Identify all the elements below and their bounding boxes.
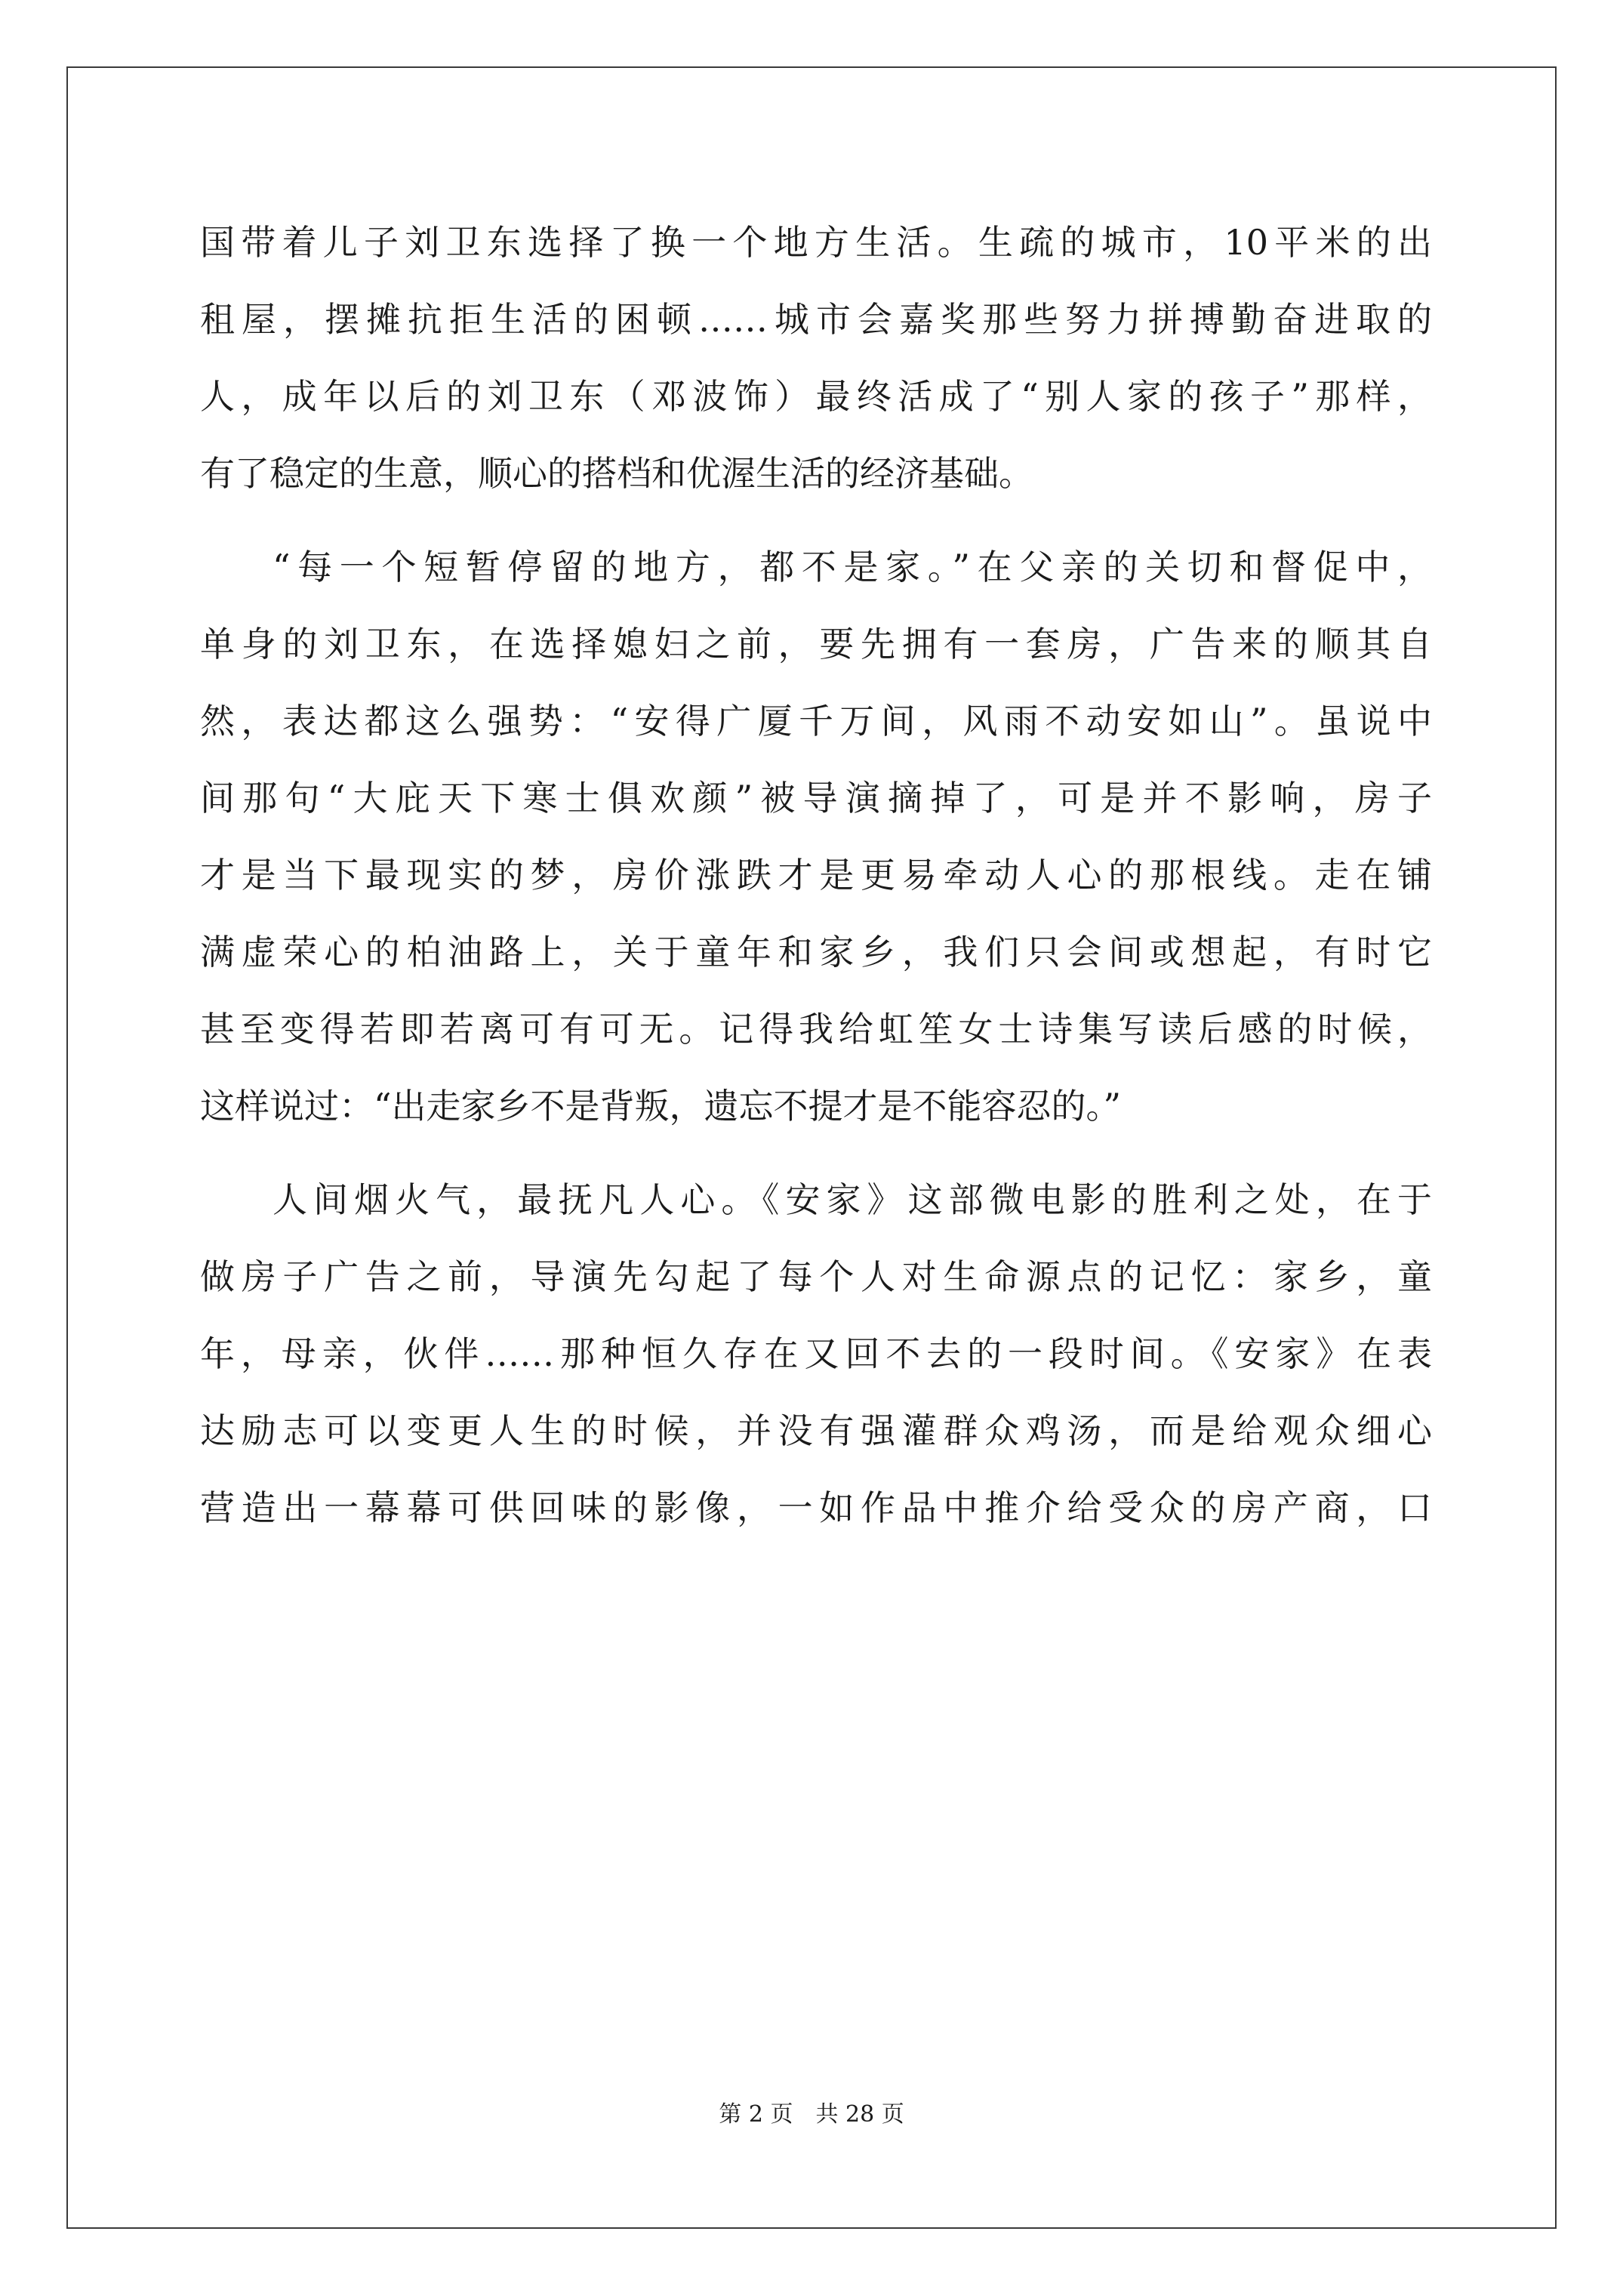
text-line: 甚至变得若即若离可有可无。记得我给虹笙女士诗集写读后感的时候， <box>200 1009 1432 1049</box>
text-line: 间那句“大庇天下寒士俱欢颜”被导演摘掉了，可是并不影响，房子 <box>200 778 1432 818</box>
text-line: 人，成年以后的刘卫东（邓波饰）最终活成了“别人家的孩子”那样， <box>200 376 1432 417</box>
text-line: “每一个短暂停留的地方，都不是家。”在父亲的关切和督促中， <box>273 547 1432 587</box>
text-line: 达励志可以变更人生的时候，并没有强灌群众鸡汤，而是给观众细心 <box>200 1410 1432 1451</box>
text-line: 人间烟火气，最抚凡人心。《安家》这部微电影的胜利之处，在于 <box>273 1179 1432 1220</box>
text-line: 满虚荣心的柏油路上，关于童年和家乡，我们只会间或想起，有时它 <box>200 932 1432 972</box>
paragraph-gap <box>200 1145 1432 1161</box>
page-number: 第 2 页 共 28 页 <box>719 2101 904 2128</box>
paragraph-gap <box>200 512 1432 529</box>
text-line: 租屋，摆摊抗拒生活的困顿……城市会嘉奖那些努力拼搏勤奋进取的 <box>200 299 1432 340</box>
text-line: 营造出一幕幕可供回味的影像，一如作品中推介给受众的房产商，口 <box>200 1487 1432 1528</box>
text-line: 单身的刘卫东，在选择媳妇之前，要先拥有一套房，广告来的顺其自 <box>200 624 1432 664</box>
text-line: 做房子广告之前，导演先勾起了每个人对生命源点的记忆：家乡，童 <box>200 1256 1432 1297</box>
text-line: 才是当下最现实的梦，房价涨跌才是更易牵动人心的那根线。走在铺 <box>200 855 1432 895</box>
text-line: 然，表达都这么强势：“安得广厦千万间，风雨不动安如山”。虽说中 <box>200 701 1432 741</box>
text-line: 年，母亲，伙伴……那种恒久存在又回不去的一段时间。《安家》在表 <box>200 1333 1432 1374</box>
text-line: 国带着儿子刘卫东选择了换一个地方生活。生疏的城市，10平米的出 <box>200 222 1432 263</box>
text-line: 这样说过：“出走家乡不是背叛，遗忘不提才是不能容忍的。” <box>200 1086 1122 1126</box>
text-line: 有了稳定的生意，顺心的搭档和优渥生活的经济基础。 <box>200 453 1033 494</box>
document-body <box>200 204 1432 1546</box>
